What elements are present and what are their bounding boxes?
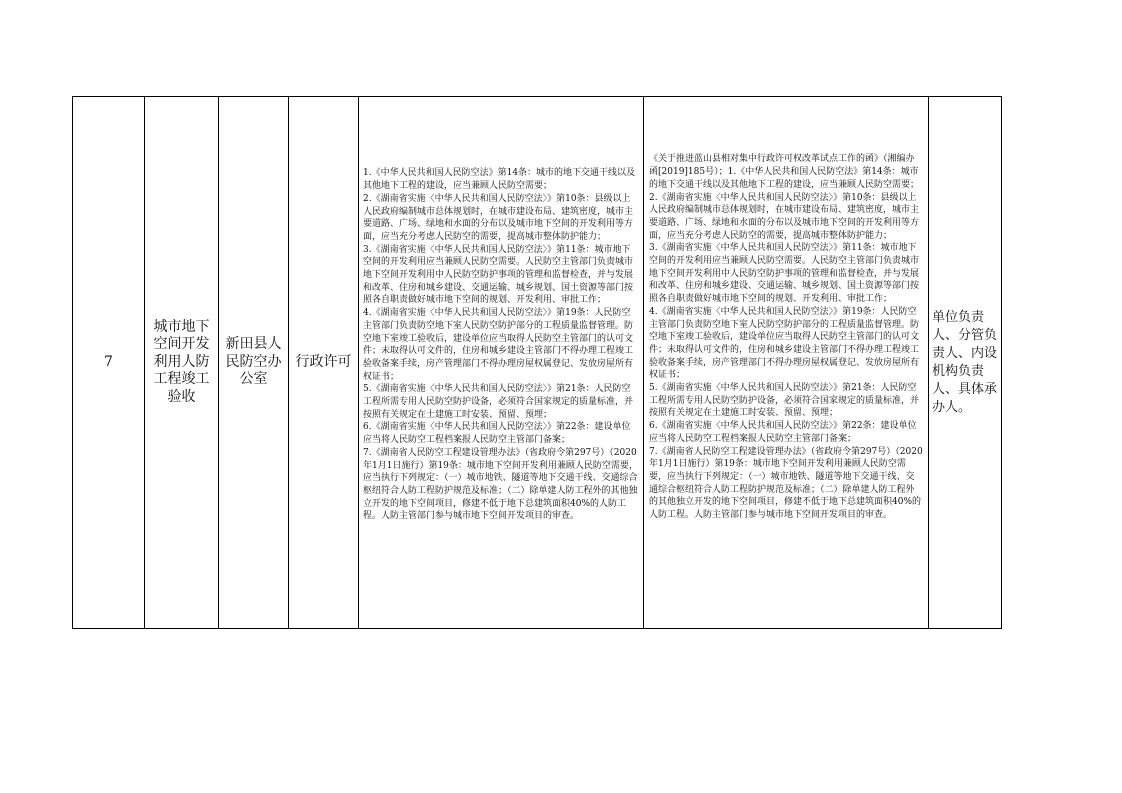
- power-list-table: [72, 96, 1002, 629]
- legal-basis-left-text: 1.《中华人民共和国人民防空法》第14条：城市的地下交通干线以及其他地下工程的建设，应当兼顾人民防空需要； 2.《湖南省实施〈中华人民共和国人民防空法〉》第10条：县级以上人民政府编制城市总体规划时，在城市建设布局、建筑密度，城市主要道路、广场、绿地和水面的分布以及城市地下空间的开发利用等方面，应当充分考虑人民防空的需要，提高城市整体防护能力； 3.《湖南省实施〈中华人民共和国人民防空法〉》第11条：城市地下空间的开发利用应当兼顾人民防空需要。人民防空主管部门负责城市地下空间开发利用中人民防空防护事项的管理和监督检查，并与发展和改革、住房和城乡建设、交通运输、城乡规划、国土资源等部门按照各自职责做好城市地下空间的规划、开发利用、审批工作； 4.《湖南省实施〈中华人民共和国人民防空法〉》第19条：人民防空主管部门负责防空地下室人民防空防护部分的工程质量监督管理。防空地下室竣工验收后，建设单位应当取得人民防空主管部门的认可文件；未取得认可文件的，住房和城乡建设主管部门不得办理工程竣工验收备案手续，房产管理部门不得办理房屋权属登记、发放房屋所有权证书； 5.《湖南省实施〈中华人民共和国人民防空法〉》第21条：人民防空工程所需专用人民防空防护设备，必须符合国家规定的质量标准，并按照有关规定在土建施工时安装、预留、预埋； 6.《湖南省实施〈中华人民共和国人民防空法〉》第22条：建设单位应当将人民防空工程档案报人民防空主管部门备案； 7.《湖南省人民防空工程建设管理办法》（省政府令第297号）（2020年1月1日施行）第19条：城市地下空间开发利用兼顾人民防空需要，应当执行下列规定：（一）城市地铁、隧道等地下交通干线、交通综合枢纽符合人防工程防护规范及标准；（二）除单建人防工程外的其他独立开发的地下空间项目，修建不低于地下总建筑面积40%的人防工程。人防主管部门参与城市地下空间开发项目的审查。: [363, 168, 638, 522]
- item-name-cell: [145, 97, 219, 628]
- responsible-subject-cell: [929, 97, 1002, 628]
- legal-basis-right-cell: [644, 97, 929, 628]
- row-number-cell: [73, 97, 145, 628]
- responsible-subject: 单位负责人、分管负责人、内设机构负责人、具体承办人。: [932, 309, 998, 415]
- item-name: 城市地下空间开发利用人防工程竣工验收: [153, 318, 210, 405]
- legal-basis-right-text: 《关于推进蓝山县相对集中行政许可权改革试点工作的函》（湘编办函[2019]185号）；1.《中华人民共和国人民防空法》第14条：城市的地下交通干线以及其他地下工程的建设，应当兼顾人民防空需要； 2.《湖南省实施〈中华人民共和国人民防空法〉》第10条：县级以上人民政府编制城市总体规划时，在城市建设布局、建筑密度，城市主要道路、广场、绿地和水面的分布以及城市地下空间的开发利用等方面，应当充分考虑人民防空的需要，提高城市整体防护能力； 3.《湖南省实施〈中华人民共和国人民防空法〉》第11条：城市地下空间的开发利用应当兼顾人民防空需要。人民防空主管部门负责城市地下空间开发利用中人民防空防护事项的管理和监督检查，并与发展和改革、住房和城乡建设、交通运输、城乡规划、国土资源等部门按照各自职责做好城市地下空间的规划、开发利用、审批工作； 4.《湖南省实施〈中华人民共和国人民防空法〉》第19条：人民防空主管部门负责防空地下室人民防空防护部分的工程质量监督管理。防空地下室竣工验收后，建设单位应当取得人民防空主管部门的认可文件；未取得认可文件的，住房和城乡建设主管部门不得办理工程竣工验收备案手续，房产管理部门不得办理房屋权属登记、发放房屋所有权证书； 5.《湖南省实施〈中华人民共和国人民防空法〉》第21条：人民防空工程所需专用人民防空防护设备，必须符合国家规定的质量标准，并按照有关规定在土建施工时安装、预留、预埋； 6.《湖南省实施〈中华人民共和国人民防空法〉》第22条：建设单位应当将人民防空工程档案报人民防空主管部门备案； 7.《湖南省人民防空工程建设管理办法》（省政府令第297号）（2020年1月1日施行）第19条：城市地下空间开发利用兼顾人民防空需要，应当执行下列规定：（一）城市地铁、隧道等地下交通干线、交通综合枢纽符合人防工程防护规范及标准；（二）除单建人防工程外的其他独立开发的地下空间项目，修建不低于地下总建筑面积40%的人防工程。人防主管部门参与城市地下空间开发项目的审查。: [649, 154, 923, 521]
- department-name: 新田县人民防空办公室: [225, 336, 282, 388]
- power-type-cell: [289, 97, 359, 628]
- department-cell: [219, 97, 289, 628]
- legal-basis-left-cell: [359, 97, 644, 628]
- row-number: 7: [104, 353, 113, 370]
- power-type: 行政许可: [295, 353, 352, 370]
